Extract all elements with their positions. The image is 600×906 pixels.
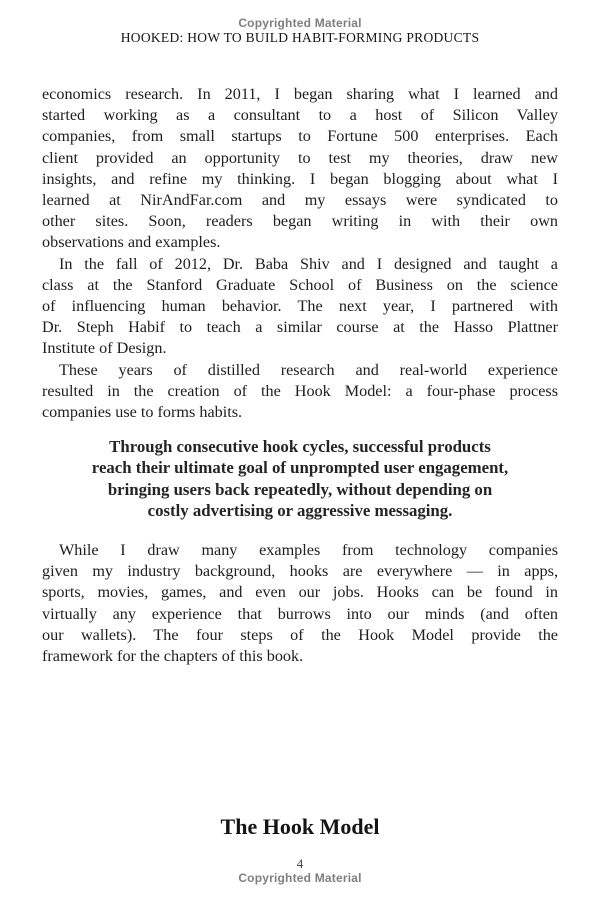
text-line: Dr. Steph Habif to teach a similar course at the Hasso Plattner: [42, 318, 558, 337]
text-line: class at the Stanford Graduate School of Business on the science: [42, 275, 558, 294]
text-line: sports, movies, games, and even our jobs. Hooks can be found in: [42, 583, 558, 602]
pull-quote: [42, 436, 558, 521]
text-line: companies use to forms habits.: [42, 403, 243, 422]
text-line: While I draw many examples from technology companies: [59, 541, 558, 560]
text-line: learned at NirAndFar.com and my essays were syndicated to: [42, 191, 558, 210]
paragraph: [42, 360, 558, 424]
text-line: In the fall of 2012, Dr. Baba Shiv and I designed and taught a: [59, 254, 558, 273]
text-line: framework for the chapters of this book.: [42, 647, 304, 666]
text-line: Institute of Design.: [42, 339, 167, 358]
text-line: other sites. Soon, readers began writing in with their own: [42, 212, 558, 231]
body-text: [42, 84, 558, 667]
running-header: HOOKED: HOW TO BUILD HABIT-FORMING PRODUCTS: [120, 30, 480, 45]
text-line: reach their ultimate goal of unprompted user engagement,: [91, 458, 509, 478]
section-heading: The Hook Model: [220, 814, 380, 839]
text-line: our wallets). The four steps of the Hook Model provide the: [42, 625, 558, 644]
text-line: insights, and refine my thinking. I began blogging about what I: [42, 169, 558, 188]
copyright-watermark-top: Copyrighted Material: [238, 16, 362, 30]
text-line: given my industry background, hooks are everywhere — in apps,: [42, 562, 558, 581]
text-line: Through consecutive hook cycles, successful products: [109, 437, 491, 457]
text-line: virtually any experience that burrows into our minds (and often: [42, 604, 558, 623]
text-line: bringing users back repeatedly, without depending on: [107, 479, 493, 499]
page-number: 4: [296, 856, 304, 871]
text-line: started working as a consultant to a host of Silicon Valley: [42, 106, 558, 125]
paragraph: [42, 84, 558, 254]
text-line: client provided an opportunity to test my theories, draw new: [42, 148, 558, 167]
text-line: economics research. In 2011, I began sharing what I learned and: [42, 85, 558, 103]
text-line: costly advertising or aggressive messaging.: [147, 500, 453, 520]
copyright-watermark-bottom: Copyrighted Material: [238, 871, 362, 885]
paragraph: [42, 540, 558, 667]
text-line: These years of distilled research and real-world experience: [59, 360, 558, 379]
text-line: observations and examples.: [42, 233, 221, 252]
text-line: companies, from small startups to Fortune 500 enterprises. Each: [42, 127, 558, 146]
text-line: of influencing human behavior. The next year, I partnered with: [42, 297, 558, 316]
paragraph: [42, 254, 558, 360]
text-line: resulted in the creation of the Hook Model: a four-phase process: [42, 381, 558, 400]
